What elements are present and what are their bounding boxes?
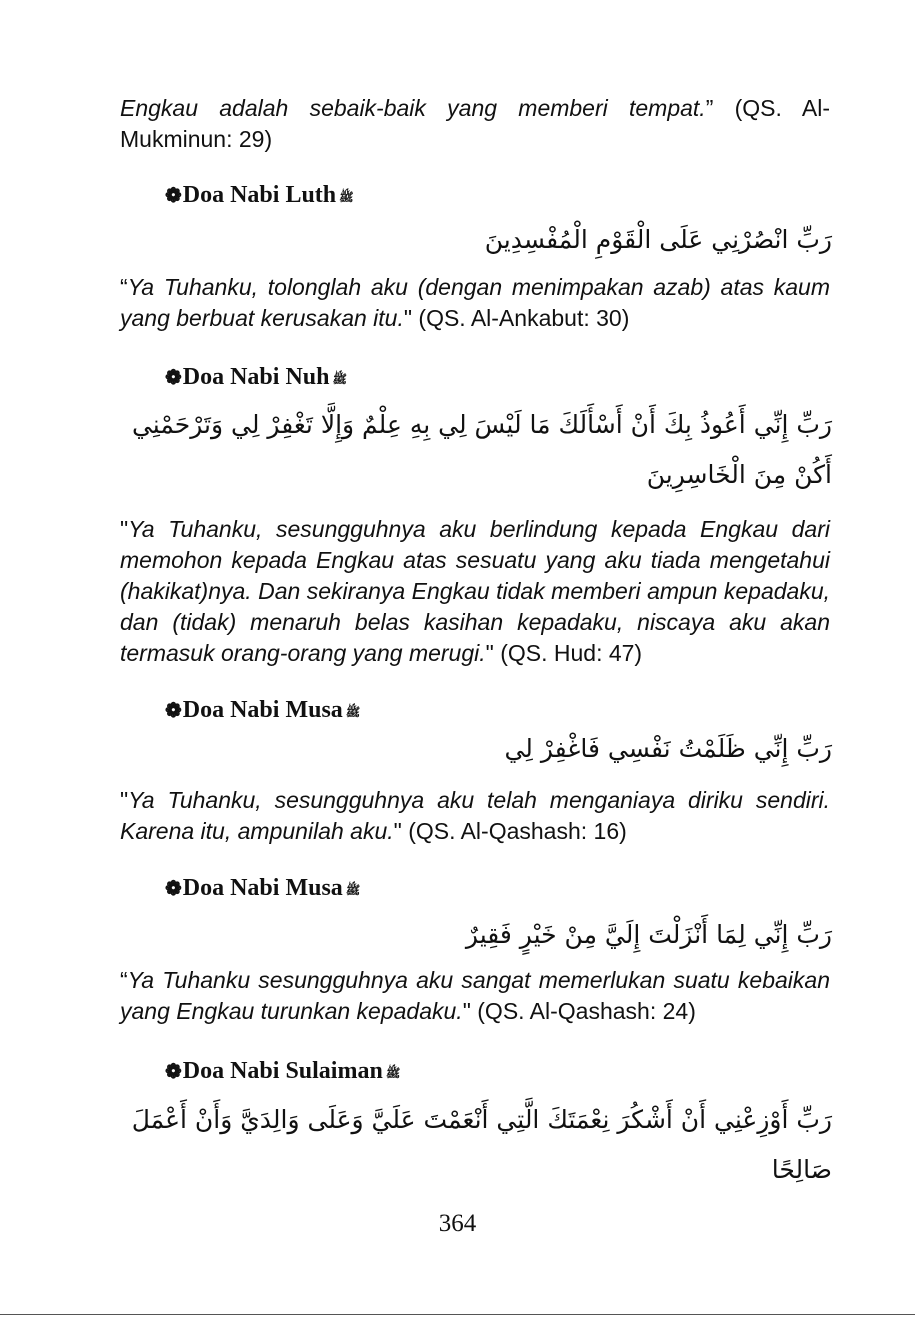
citation: (QS. Al-Qashash: 16) xyxy=(408,818,627,844)
flower-ornament-icon: ❁ xyxy=(165,185,182,207)
section-heading-nuh: ❁Doa Nabi Nuh ﷺ xyxy=(165,364,347,390)
honorific-icon: ﷺ xyxy=(385,1066,401,1080)
honorific-icon: ﷺ xyxy=(345,705,361,719)
translation-musa-2: “Ya Tuhanku sesungguhnya aku sangat memerlukan suatu kebaikan yang Engkau turunkan kepadaku." (QS. Al-Qashash: 24) xyxy=(120,967,830,1024)
arabic-verse-luth: رَبِّ انْصُرْنِي عَلَى الْقَوْمِ الْمُفْسِدِينَ xyxy=(484,225,832,254)
flower-ornament-icon: ❁ xyxy=(165,878,182,900)
arabic-verse-musa-2: رَبِّ إِنِّي لِمَا أَنْزَلْتَ إِلَيَّ مِنْ خَيْرٍ فَقِيرٌ xyxy=(465,920,832,949)
flower-ornament-icon: ❁ xyxy=(165,1061,182,1083)
honorific-icon: ﷺ xyxy=(345,883,361,897)
flower-ornament-icon: ❁ xyxy=(165,367,182,389)
bottom-divider xyxy=(0,1314,915,1315)
arabic-verse-sulaiman: رَبِّ أَوْزِعْنِي أَنْ أَشْكُرَ نِعْمَتَكَ الَّتِي أَنْعَمْتَ عَلَيَّ وَعَلَى وَالِدَيَّ وَأَنْ أَعْمَلَ صَالِحًا xyxy=(131,1105,832,1184)
section-heading-luth: ❁Doa Nabi Luth ﷺ xyxy=(165,182,354,208)
page-number: 364 xyxy=(438,1210,477,1237)
citation: (QS. Al-Mukminun: 29) xyxy=(120,95,830,152)
honorific-icon: ﷺ xyxy=(339,190,354,204)
section-heading-musa-2: ❁Doa Nabi Musa ﷺ xyxy=(165,875,361,901)
translation-nuh: "Ya Tuhanku, sesungguhnya aku berlindung kepada Engkau dari memohon kepada Engkau atas sesuatu yang aku tiada mengetahui (hakikat)nya. Dan sekiranya Engkau tidak memberi ampun kepadaku, dan (tidak) menaruh belas kasihan kepadaku, niscaya aku akan termasuk orang-orang yang merugi." (QS. Hud: 47) xyxy=(120,516,830,666)
citation: (QS. Al-Ankabut: 30) xyxy=(418,305,630,331)
honorific-icon: ﷺ xyxy=(332,372,347,386)
translation-musa-1: "Ya Tuhanku, sesungguhnya aku telah menganiaya diriku sendiri. Karena itu, ampunilah aku." (QS. Al-Qashash: 16) xyxy=(120,787,830,844)
translation-luth: “Ya Tuhanku, tolonglah aku (dengan menimpakan azab) atas kaum yang berbuat kerusakan itu." (QS. Al-Ankabut: 30) xyxy=(120,274,830,331)
arabic-verse-nuh: رَبِّ إِنِّي أَعُوذُ بِكَ أَنْ أَسْأَلَكَ مَا لَيْسَ لِي بِهِ عِلْمٌ وَإِلَّا تَغْفِرْ لِي وَتَرْحَمْنِي أَكُنْ مِنَ الْخَاسِرِينَ xyxy=(131,410,832,489)
section-heading-sulaiman: ❁Doa Nabi Sulaiman ﷺ xyxy=(165,1058,401,1084)
flower-ornament-icon: ❁ xyxy=(165,700,182,722)
intro-paragraph: Engkau adalah sebaik-baik yang memberi tempat.” (QS. Al-Mukminun: 29) xyxy=(120,95,830,152)
citation: (QS. Al-Qashash: 24) xyxy=(477,998,696,1024)
citation: (QS. Hud: 47) xyxy=(500,640,643,666)
section-heading-musa-1: ❁Doa Nabi Musa ﷺ xyxy=(165,697,361,723)
arabic-verse-musa-1: رَبِّ إِنِّي ظَلَمْتُ نَفْسِي فَاغْفِرْ لِي xyxy=(504,734,832,763)
